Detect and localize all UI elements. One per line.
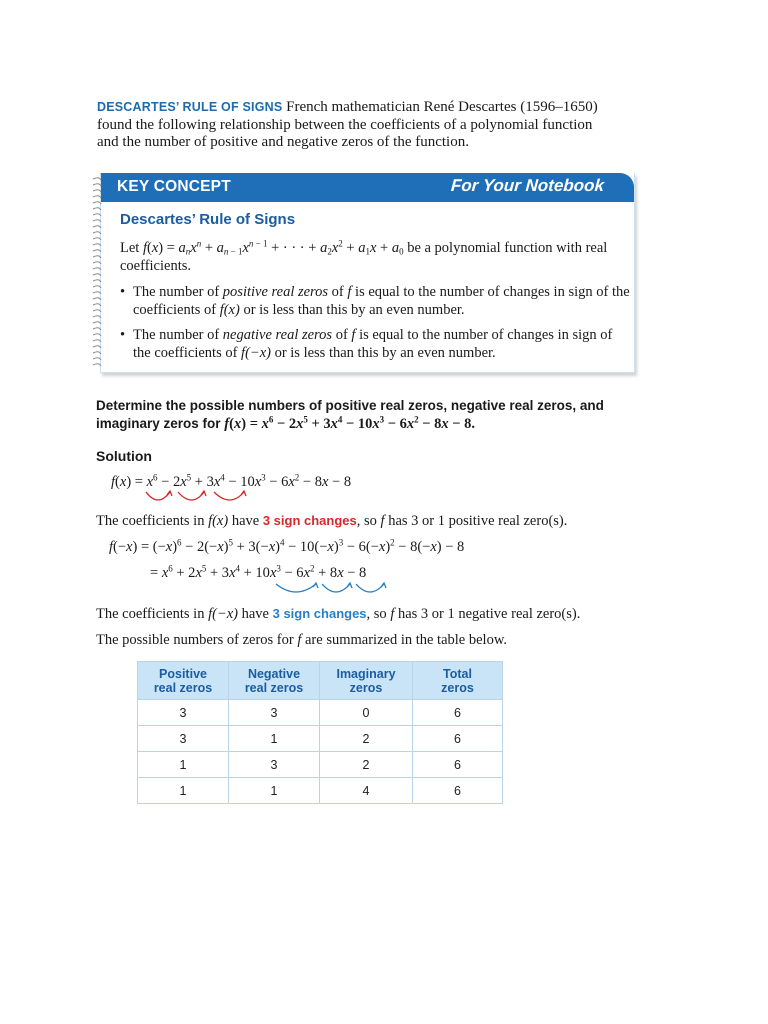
table-row [138,752,503,778]
equation-f-neg-x-simplified: = $x^6 + 2x^5 + 3x^4 + 10x^3 - 6x^2 + 8x - 8$ [150,563,367,581]
table-cell: 0 [320,700,413,726]
spiral-binding-icon [91,173,105,372]
table-cell: 3 [138,700,229,726]
table-cell: 3 [229,700,320,726]
positive-sign-changes: 3 sign changes [262,513,357,528]
intro-lead: DESCARTES’ RULE OF SIGNS [97,100,283,114]
problem-equation: $f(x) = x^6 - 2x^5 + 3x^4 - 10x^3 - 6x^2 - 8x - 8$. [224,414,476,432]
table-cell: 4 [320,778,413,804]
table-cell: 3 [229,752,320,778]
problem-statement [96,397,636,433]
rule-bullet-negative: • The number of negative real zeros of f is equal to the number of changes in sign of the coefficients of f(−x) or is less than this by an even number. [120,327,613,361]
table-cell: 6 [413,726,503,752]
definition-suffix: be a polynomial function with real coefficients. [120,240,608,274]
negative-sign-changes: 3 sign changes [272,606,367,621]
zeros-table [137,661,503,804]
notebook-label: For Your Notebook [450,176,605,195]
rule-definition: Let $f(x) = a_nx^n + a_{n - 1}x^{n - 1}$ + · · · + $a_2x^2 + a_1x + a_0$ be a polynomial function with real coefficients. [120,238,608,274]
table-cell: 6 [413,778,503,804]
key-concept-title: KEY CONCEPT [117,178,231,195]
solution-line-summary: The possible numbers of zeros for f are summarized in the table below. [96,632,507,648]
key-concept-box [100,173,635,373]
table-row [138,700,503,726]
table-cell: 1 [138,752,229,778]
equation-f-neg-x: $f(-x) = (-x)^6 - 2(-x)^5 + 3(-x)^4 - 10(-x)^3 - 6(-x)^2 - 8(-x) - 8$ [109,537,465,555]
table-row [138,778,503,804]
sign-change-arcs-positive [140,486,280,508]
table-cell: 6 [413,752,503,778]
table-cell: 1 [229,778,320,804]
intro-text: French mathematician René Descartes (1596–1650) found the following relationship between the coefficients of a polynomial function and the number of positive and negative zeros of the function. [97,99,598,150]
problem-line1: Determine the possible numbers of positive real zeros, negative real zeros, and [96,398,604,413]
equation-fx: $f(x) = x^6 - 2x^5 + 3x^4 - 10x^3 - 6x^2 - 8x - 8$ [111,472,352,490]
header-negative: Negative real zeros [229,662,320,700]
intro-paragraph [97,99,617,152]
rule-subtitle: Descartes’ Rule of Signs [120,211,296,228]
table-cell: 2 [320,726,413,752]
solution-label: Solution [96,448,152,464]
table-cell: 1 [229,726,320,752]
header-positive: Positive real zeros [138,662,229,700]
table-header-row [138,662,503,700]
solution-line-positive: The coefficients in f(x) have 3 sign changes, so f has 3 or 1 positive real zero(s). [96,513,568,529]
table-cell: 2 [320,752,413,778]
solution-line-negative: The coefficients in f(−x) have 3 sign changes, so f has 3 or 1 negative real zero(s). [96,606,581,622]
key-concept-header-bar [101,173,634,202]
table-cell: 6 [413,700,503,726]
rule-bullet-positive: • The number of positive real zeros of f is equal to the number of changes in sign of the coefficients of f(x) or is less than this by an even number. [120,284,630,318]
table-cell: 3 [138,726,229,752]
problem-line2: imaginary zeros for [96,415,225,431]
header-total: Total zeros [413,662,503,700]
header-imaginary: Imaginary zeros [320,662,413,700]
table-cell: 1 [138,778,229,804]
sign-change-arcs-negative [270,578,410,600]
table-row [138,726,503,752]
